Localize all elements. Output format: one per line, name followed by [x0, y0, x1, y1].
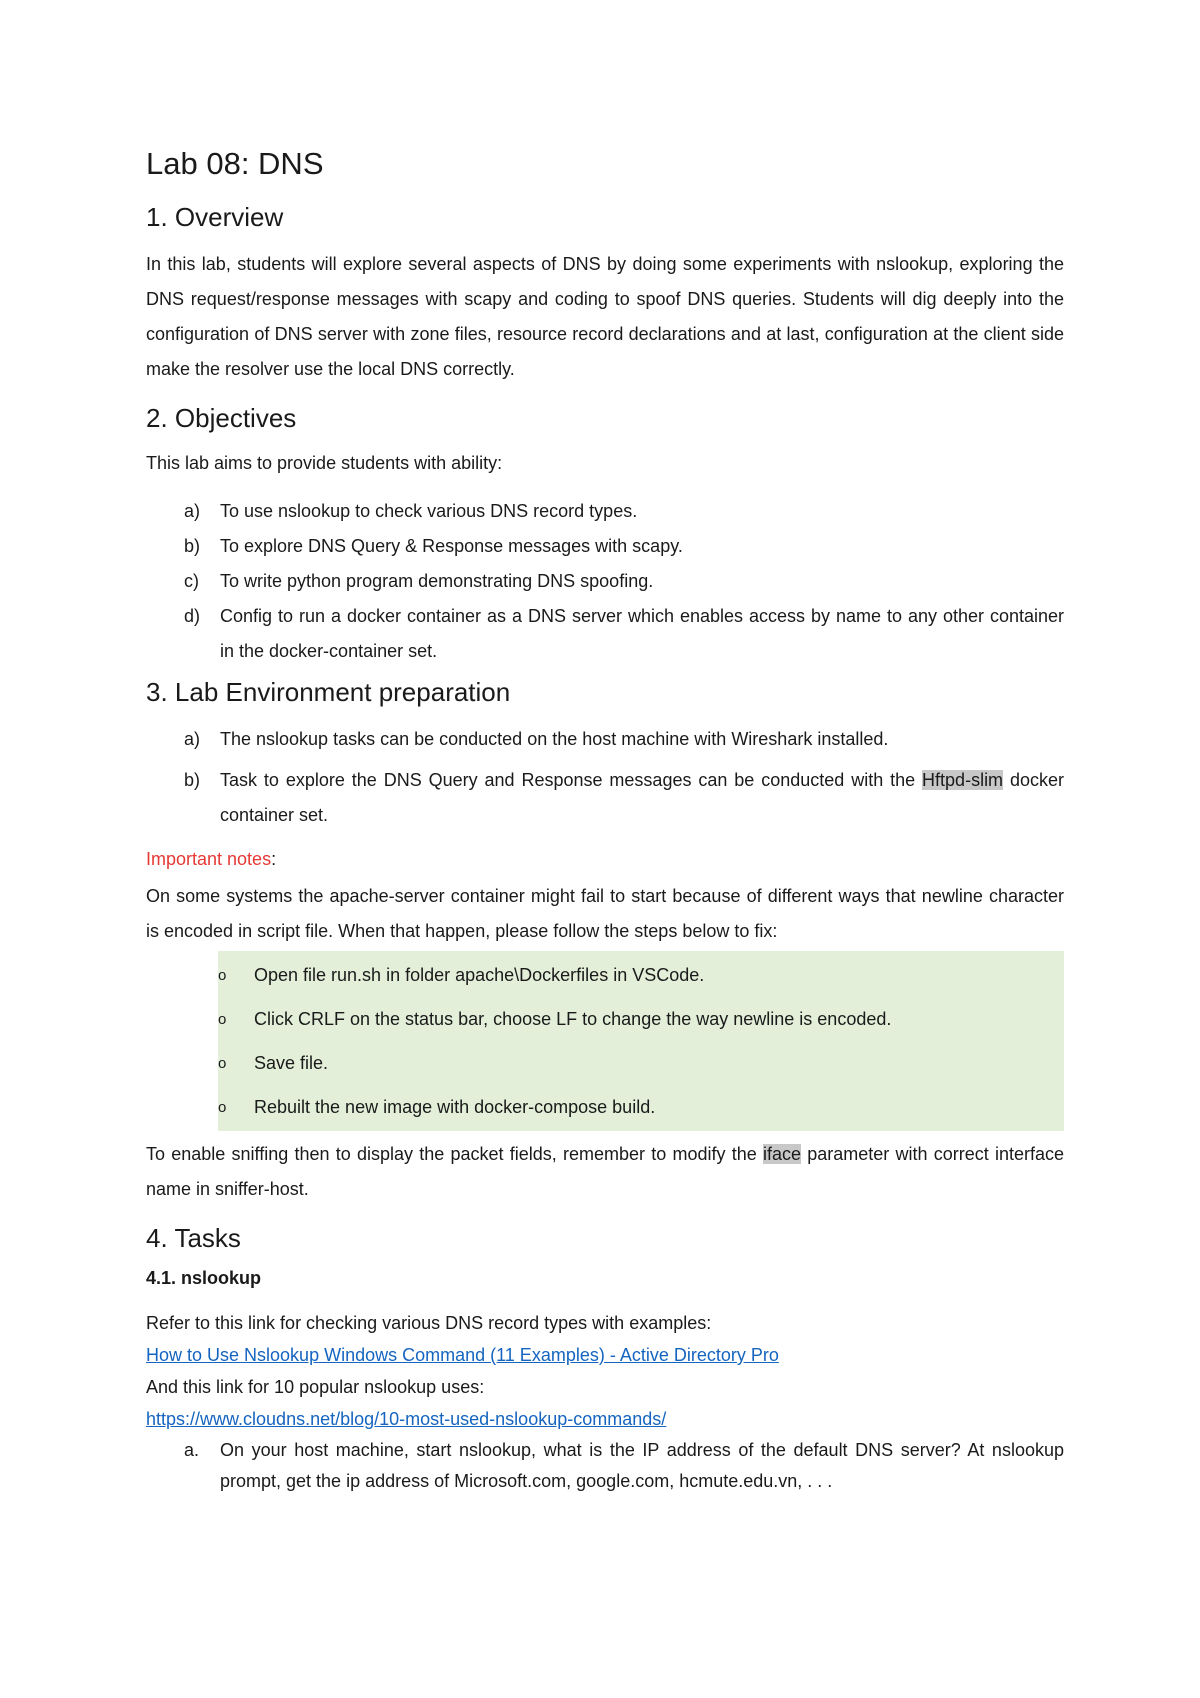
list-marker: b): [184, 770, 201, 790]
step-text: Save file.: [254, 1053, 329, 1073]
tasks-list: [146, 1435, 1064, 1497]
objectives-intro: This lab aims to provide students with ability:: [146, 453, 503, 473]
list-item: [146, 494, 1064, 529]
cloudns-link[interactable]: https://www.cloudns.net/blog/10-most-used-nslookup-commands/: [146, 1409, 667, 1429]
environment-list: [146, 722, 1064, 833]
list-marker: a.: [184, 1440, 200, 1460]
list-item: [146, 564, 1064, 599]
list-item-text: On your host machine, start nslookup, what is the IP address of the default DNS server? At nslookup prompt, get the ip address of Microsoft.com, google.com, hcmute.edu.vn, . . .: [220, 1440, 1064, 1491]
highlighted-term: Hftpd-slim: [922, 770, 1004, 790]
and-text: And this link for 10 popular nslookup uses:: [146, 1377, 485, 1397]
list-item-text-end: docker container set.: [220, 770, 1064, 825]
bullet-icon: o: [218, 1099, 227, 1116]
overview-heading: 1. Overview: [146, 202, 284, 232]
important-notes: [146, 839, 1064, 879]
list-marker: b): [184, 536, 201, 556]
page-title: Lab 08: DNS: [146, 146, 324, 181]
link-paragraph: [146, 1339, 1064, 1371]
list-item-text: Task to explore the DNS Query and Response messages can be conducted with the: [220, 770, 923, 790]
important-notes-text: On some systems the apache-server container might fail to start because of different ways that newline character is encoded in script file. When that happen, please follow the steps below to fix:: [146, 886, 1064, 941]
step-text: Click CRLF on the status bar, choose LF to change the way newline is encoded.: [254, 1009, 892, 1029]
list-marker: a): [184, 729, 201, 749]
link-paragraph: [146, 1403, 1064, 1435]
refer-text: Refer to this link for checking various DNS record types with examples:: [146, 1313, 712, 1333]
list-item-text: To use nslookup to check various DNS record types.: [220, 501, 638, 521]
list-item: [146, 1435, 1064, 1497]
list-marker: a): [184, 501, 201, 521]
tasks-heading: 4. Tasks: [146, 1223, 241, 1253]
objectives-list: [146, 494, 1064, 669]
list-item: [146, 599, 1064, 669]
bullet-icon: o: [218, 1055, 227, 1072]
step-text: Rebuilt the new image with docker-compose build.: [254, 1097, 656, 1117]
list-item: [218, 1041, 1064, 1085]
list-item-text: To explore DNS Query & Response messages with scapy.: [220, 536, 683, 556]
fix-steps-box: [218, 951, 1064, 1131]
environment-heading: 3. Lab Environment preparation: [146, 677, 511, 707]
highlighted-term: iface: [762, 1144, 801, 1164]
list-item: [146, 763, 1064, 833]
objectives-heading: 2. Objectives: [146, 403, 297, 433]
list-marker: d): [184, 606, 201, 626]
sniffing-text-end: parameter with correct interface name in sniffer-host.: [146, 1144, 1064, 1199]
nslookup-subheading: 4.1. nslookup: [146, 1268, 262, 1288]
list-item: [218, 1085, 1064, 1129]
list-item-text: To write python program demonstrating DNS spoofing.: [220, 571, 654, 591]
document-content: [146, 130, 1064, 1503]
sniffing-text: [146, 1137, 1064, 1207]
list-marker: c): [184, 571, 199, 591]
overview-text: In this lab, students will explore several aspects of DNS by doing some experiments with nslookup, exploring the DNS request/response messages with scapy and coding to spoof DNS queries. Students will dig deeply into the configuration of DNS server with zone files, resource record declarations and at last, configuration at the client side make the resolver use the local DNS correctly.: [146, 254, 1064, 379]
list-item-text: The nslookup tasks can be conducted on the host machine with Wireshark installed.: [220, 729, 889, 749]
important-notes-label: Important notes: [146, 849, 272, 869]
step-text: Open file run.sh in folder apache\Dockerfiles in VSCode.: [254, 965, 705, 985]
list-item: [218, 953, 1064, 997]
nslookup-examples-link[interactable]: How to Use Nslookup Windows Command (11 Examples) - Active Directory Pro: [146, 1345, 779, 1365]
bullet-icon: o: [218, 967, 227, 984]
list-item: [218, 997, 1064, 1041]
list-item: [146, 529, 1064, 564]
important-notes-colon: :: [271, 849, 277, 869]
list-item-text: Config to run a docker container as a DNS server which enables access by name to any other container in the docker-container set.: [220, 606, 1064, 661]
list-item: [146, 722, 1064, 757]
bullet-icon: o: [218, 1011, 227, 1028]
sniffing-text-start: To enable sniffing then to display the packet fields, remember to modify the: [146, 1144, 763, 1164]
